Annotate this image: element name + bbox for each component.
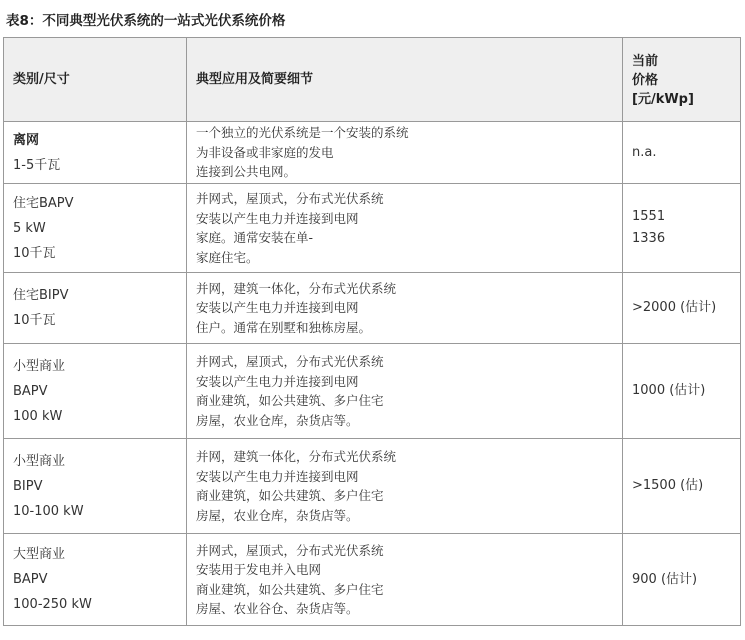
application-line: 并网式，屋顶式，分布式光伏系统 bbox=[196, 354, 384, 369]
price-value: 1000 (估计) bbox=[632, 383, 706, 398]
application-line: 安装以产生电力并连接到电网 bbox=[196, 300, 359, 316]
application-line: 房屋、农业谷仓、杂货店等。 bbox=[196, 601, 359, 616]
category-lines bbox=[13, 354, 186, 429]
application-line: 房屋，农业仓库，杂货店等。 bbox=[196, 507, 359, 523]
application-cell bbox=[187, 344, 623, 439]
header-price-line: [元/kWp] bbox=[632, 92, 694, 107]
category-name: 大型商业 bbox=[13, 547, 66, 562]
header-price bbox=[623, 38, 741, 122]
category-cell bbox=[4, 273, 187, 344]
price-value: 1336 bbox=[632, 231, 666, 246]
application-line: 安装以产生电力并连接到电网 bbox=[196, 468, 359, 484]
category-lines bbox=[13, 283, 186, 333]
application-cell bbox=[187, 122, 623, 184]
price-lines bbox=[632, 142, 740, 164]
category-lines bbox=[13, 191, 186, 266]
table-header-row bbox=[4, 38, 741, 122]
table-row bbox=[4, 273, 741, 344]
application-line: 并网式，屋顶式，分布式光伏系统 bbox=[196, 542, 384, 558]
application-lines bbox=[196, 279, 622, 338]
header-application: 典型应用及简要细节 bbox=[187, 38, 623, 122]
category-size: 10千瓦 bbox=[13, 313, 56, 328]
price-cell bbox=[623, 184, 741, 273]
price-cell bbox=[623, 534, 741, 626]
price-table bbox=[3, 37, 741, 626]
application-line: 为非设备或非家庭的发电 bbox=[196, 144, 334, 160]
category-name: BAPV bbox=[13, 383, 48, 399]
application-line: 连接到公共电网。 bbox=[196, 164, 297, 180]
application-line: 商业建筑，如公共建筑、多户住宅 bbox=[196, 581, 384, 597]
table-row bbox=[4, 534, 741, 626]
category-cell bbox=[4, 122, 187, 184]
price-lines bbox=[632, 206, 740, 250]
application-line: 并网式，屋顶式，分布式光伏系统 bbox=[196, 191, 384, 206]
header-price-line: 价格 bbox=[632, 73, 659, 88]
application-line: 并网，建筑一体化，分布式光伏系统 bbox=[196, 449, 397, 464]
category-size: 100 kW bbox=[13, 408, 63, 424]
category-lines bbox=[13, 449, 186, 524]
application-lines bbox=[196, 189, 622, 267]
category-name: 住宅BIPV bbox=[13, 288, 69, 303]
price-lines bbox=[632, 475, 740, 497]
application-line: 住户。通常在别墅和独栋房屋。 bbox=[196, 319, 372, 335]
price-cell bbox=[623, 344, 741, 439]
price-value: >1500 (估) bbox=[632, 478, 704, 493]
category-name: 小型商业 bbox=[13, 453, 66, 469]
price-lines bbox=[632, 297, 740, 319]
category-name: BIPV bbox=[13, 478, 43, 494]
table-row bbox=[4, 184, 741, 273]
header-category: 类别/尺寸 bbox=[4, 38, 187, 122]
category-size: 100-250 kW bbox=[13, 597, 92, 612]
category-lines bbox=[13, 128, 186, 178]
price-value: 1551 bbox=[632, 209, 666, 224]
table-row bbox=[4, 122, 741, 184]
category-size: 5 kW bbox=[13, 220, 46, 236]
price-lines bbox=[632, 569, 740, 591]
application-line: 家庭。通常安装在单- bbox=[196, 230, 314, 245]
application-line: 并网，建筑一体化，分布式光伏系统 bbox=[196, 280, 397, 296]
category-size: 1-5千瓦 bbox=[13, 157, 61, 173]
application-lines bbox=[196, 352, 622, 430]
price-value: 900 (估计) bbox=[632, 571, 698, 587]
category-name: 住宅BAPV bbox=[13, 195, 74, 211]
application-cell bbox=[187, 439, 623, 534]
application-line: 安装以产生电力并连接到电网 bbox=[196, 373, 359, 389]
category-name: 小型商业 bbox=[13, 358, 66, 374]
category-cell bbox=[4, 184, 187, 273]
application-line: 家庭住宅。 bbox=[196, 249, 259, 265]
application-line: 一个独立的光伏系统是一个安装的系统 bbox=[196, 125, 409, 141]
category-name: 离网 bbox=[13, 132, 40, 148]
application-cell bbox=[187, 184, 623, 273]
application-line: 房屋，农业仓库，杂货店等。 bbox=[196, 412, 359, 428]
application-cell bbox=[187, 273, 623, 344]
application-lines bbox=[196, 123, 622, 182]
category-size: 10千瓦 bbox=[13, 245, 56, 261]
price-value: n.a. bbox=[632, 144, 657, 160]
price-cell bbox=[623, 273, 741, 344]
application-cell bbox=[187, 534, 623, 626]
header-price-line: 当前 bbox=[632, 54, 659, 69]
application-line: 商业建筑，如公共建筑、多户住宅 bbox=[196, 393, 384, 408]
table-row bbox=[4, 439, 741, 534]
application-lines bbox=[196, 447, 622, 525]
application-line: 商业建筑，如公共建筑、多户住宅 bbox=[196, 488, 384, 503]
application-line: 安装以产生电力并连接到电网 bbox=[196, 210, 359, 226]
price-cell bbox=[623, 439, 741, 534]
category-cell bbox=[4, 439, 187, 534]
application-line: 安装用于发电并入电网 bbox=[196, 562, 322, 577]
price-value: >2000 (估计) bbox=[632, 300, 717, 315]
category-cell bbox=[4, 534, 187, 626]
table-row bbox=[4, 344, 741, 439]
category-size: 10-100 kW bbox=[13, 503, 84, 519]
category-lines bbox=[13, 542, 186, 617]
price-cell bbox=[623, 122, 741, 184]
category-cell bbox=[4, 344, 187, 439]
application-lines bbox=[196, 541, 622, 619]
table-title: 表8：不同典型光伏系统的一站式光伏系统价格 bbox=[6, 13, 286, 29]
price-lines bbox=[632, 380, 740, 402]
category-name: BAPV bbox=[13, 572, 48, 587]
